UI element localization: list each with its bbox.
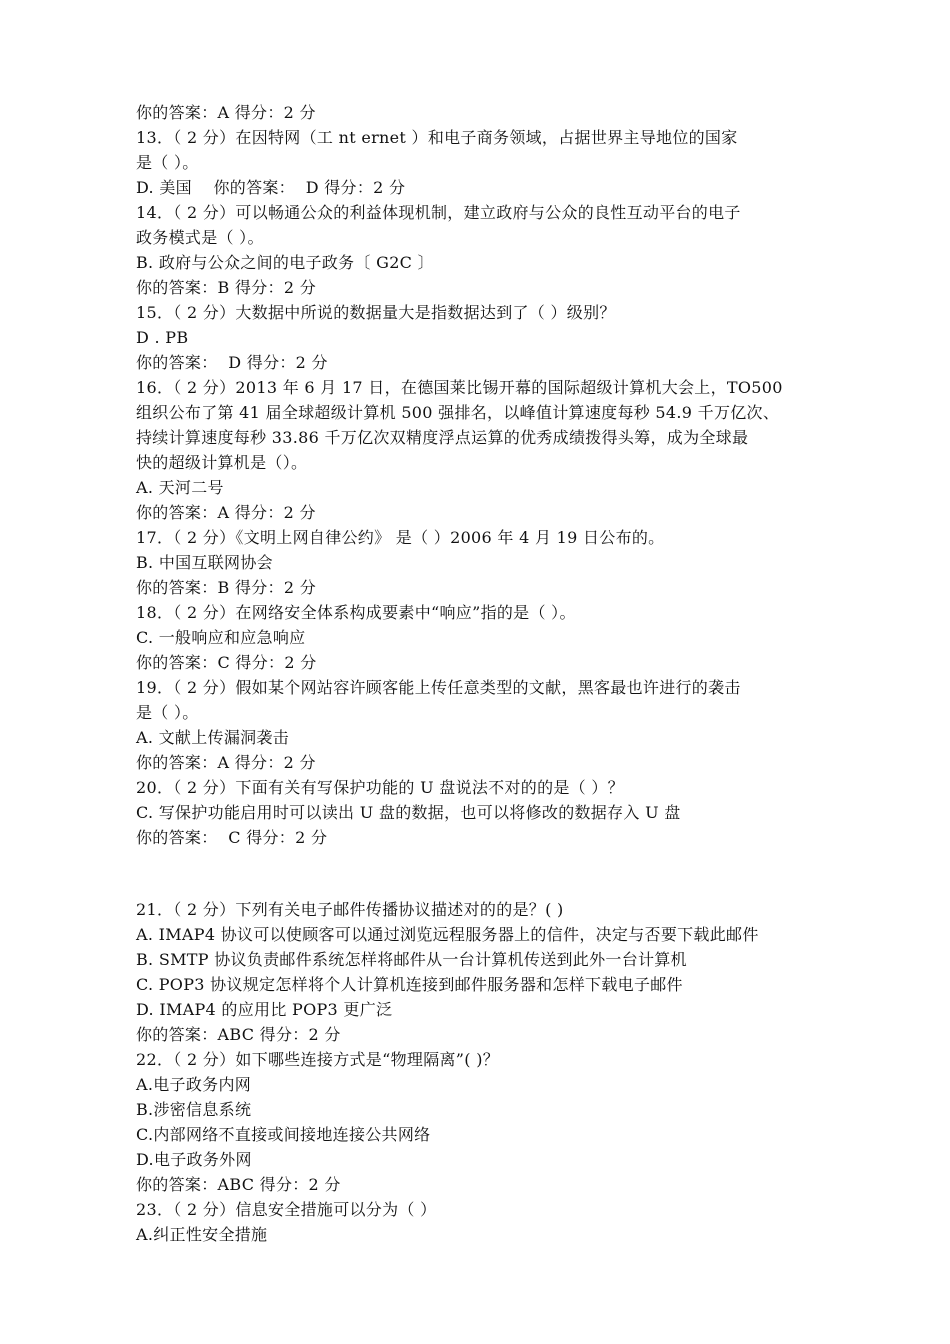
text-line: 你的答案：C 得分：2 分 xyxy=(136,653,317,672)
text-line: 你的答案： D 得分：2 分 xyxy=(136,353,328,372)
text-line: A.纠正性安全措施 xyxy=(136,1225,268,1244)
text-line: 22．（ 2 分）如下哪些连接方式是“物理隔离”( )？ xyxy=(136,1050,500,1069)
text-line: 你的答案： C 得分：2 分 xyxy=(136,828,328,847)
question-block-13-20 xyxy=(136,100,866,850)
text-line: 13．（ 2 分）在因特网（工 nt ernet ）和电子商务领域，占据世界主导地位的国家 xyxy=(136,128,738,147)
text-line: 17．（ 2 分）《文明上网自律公约》 是（ ）2006 年 4 月 19 日公布的。 xyxy=(136,528,665,547)
text-line: 23．（ 2 分）信息安全措施可以分为（ ） xyxy=(136,1200,437,1219)
text-line: 你的答案：A 得分：2 分 xyxy=(136,753,316,772)
text-line: 你的答案：B 得分：2 分 xyxy=(136,278,317,297)
text-line: B.涉密信息系统 xyxy=(136,1100,252,1119)
text-line: C. 一般响应和应急响应 xyxy=(136,628,306,647)
text-line: B. 政府与公众之间的电子政务〔 G2C 〕 xyxy=(136,253,434,272)
text-line: 是（ ）。 xyxy=(136,703,199,722)
text-line: 你的答案：A 得分：2 分 xyxy=(136,503,316,522)
text-line: A. 天河二号 xyxy=(136,478,224,497)
text-line: D.电子政务外网 xyxy=(136,1150,252,1169)
text-line: 16．（ 2 分）2013 年 6 月 17 日，在德国莱比锡开幕的国际超级计算机大会上，TO500 xyxy=(136,378,783,397)
text-line: 组织公布了第 41 届全球超级计算机 500 强排名，以峰值计算速度每秒 54.9 千万亿次、 xyxy=(136,403,780,422)
text-line: 你的答案：A 得分：2 分 xyxy=(136,103,316,122)
text-line: 15．（ 2 分）大数据中所说的数据量大是指数据达到了（ ）级别？ xyxy=(136,303,616,322)
text-line: 你的答案：ABC 得分：2 分 xyxy=(136,1025,341,1044)
text-line: 19．（ 2 分）假如某个网站容许顾客能上传任意类型的文献，黑客最也许进行的袭击 xyxy=(136,678,741,697)
question-block-21-23 xyxy=(136,897,866,1247)
text-line: D. IMAP4 的应用比 POP3 更广泛 xyxy=(136,1000,393,1019)
text-line: 你的答案：ABC 得分：2 分 xyxy=(136,1175,341,1194)
text-line: 21．（ 2 分）下列有关电子邮件传播协议描述对的的是？( ) xyxy=(136,900,564,919)
text-line: 你的答案：B 得分：2 分 xyxy=(136,578,317,597)
text-line: C. POP3 协议规定怎样将个人计算机连接到邮件服务器和怎样下载电子邮件 xyxy=(136,975,683,994)
text-line: 20．（ 2 分）下面有关有写保护功能的 U 盘说法不对的的是（ ）？ xyxy=(136,778,624,797)
text-line: 是（ ）。 xyxy=(136,153,199,172)
text-line: A. IMAP4 协议可以使顾客可以通过浏览远程服务器上的信件，决定与否要下载此邮件 xyxy=(136,925,759,944)
text-line: B. SMTP 协议负责邮件系统怎样将邮件从一台计算机传送到此外一台计算机 xyxy=(136,950,687,969)
text-line: A.电子政务内网 xyxy=(136,1075,252,1094)
text-line: D . PB xyxy=(136,328,189,347)
text-line: 快的超级计算机是（）。 xyxy=(136,453,308,472)
text-line: B. 中国互联网协会 xyxy=(136,553,273,572)
text-line: D. 美国 你的答案： D 得分：2 分 xyxy=(136,178,406,197)
text-line: A. 文献上传漏洞袭击 xyxy=(136,728,290,747)
text-line: 14．（ 2 分）可以畅通公众的利益体现机制，建立政府与公众的良性互动平台的电子 xyxy=(136,203,741,222)
text-line: 持续计算速度每秒 33.86 千万亿次双精度浮点运算的优秀成绩拨得头筹，成为全球最 xyxy=(136,428,749,447)
text-line: 18．（ 2 分）在网络安全体系构成要素中“响应”指的是（ ）。 xyxy=(136,603,576,622)
text-line: C.内部网络不直接或间接地连接公共网络 xyxy=(136,1125,431,1144)
text-line: C. 写保护功能启用时可以读出 U 盘的数据，也可以将修改的数据存入 U 盘 xyxy=(136,803,681,822)
text-line: 政务模式是（ ）。 xyxy=(136,228,264,247)
